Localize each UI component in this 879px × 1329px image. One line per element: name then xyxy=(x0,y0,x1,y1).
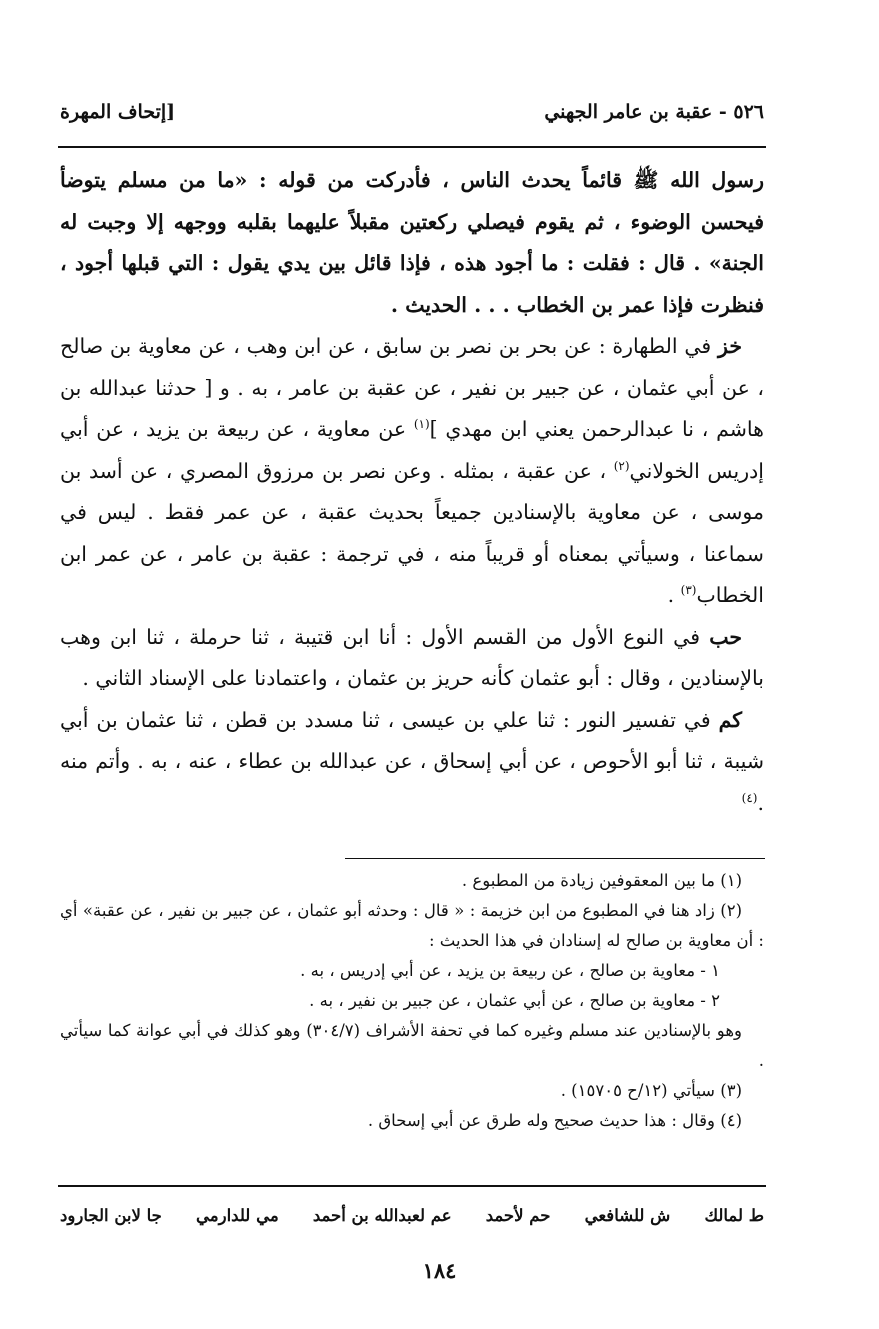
footnote-ref-1[interactable]: (١) xyxy=(413,417,430,432)
abbreviation-item: ش للشافعي xyxy=(584,1205,671,1225)
main-text xyxy=(60,160,764,824)
footnote-ref-3[interactable]: (٣) xyxy=(680,583,697,598)
paragraph-khuzaymah xyxy=(60,326,764,617)
source-code-khz: خز xyxy=(718,334,742,358)
page-number: ١٨٤ xyxy=(422,1258,457,1283)
paragraph-text: في الطهارة : عن بحر بن نصر بن سابق ، عن ابن وهب ، عن معاوية بن صالح ، عن أبي عثمان ، عن جبير بن نفير ، عن عقبة بن عامر ، به . و [ حدثنا عبدالله بن هاشم ، نا عبدالرحمن يعني ابن مهدي ] xyxy=(60,334,764,441)
footnote-4: (٤) وقال : هذا حديث صحيح وله طرق عن أبي إسحاق . xyxy=(367,1111,742,1130)
paragraph-ibn-hibban xyxy=(60,617,764,700)
paragraph-hakim xyxy=(60,700,764,825)
footnote-2-item-2: ٢ - معاوية بن صالح ، عن أبي عثمان ، عن جبير بن نفير ، به . xyxy=(309,991,720,1010)
paragraph-text: . xyxy=(667,583,681,607)
footnote-1: (١) ما بين المعقوفين زيادة من المطبوع . xyxy=(461,871,742,890)
footnote-ref-2[interactable]: (٢) xyxy=(613,458,630,473)
abbreviation-item: عم لعبدالله بن أحمد xyxy=(312,1205,452,1225)
footnote-separator xyxy=(345,858,765,859)
book-title: [إتحاف المهرة xyxy=(60,101,176,123)
footnotes xyxy=(60,866,764,1136)
footnote-2: (٢) زاد هنا في المطبوع من ابن خزيمة : « قال : وحدثه أبو عثمان ، عن جبير بن نفير ، عن عقبة» أي : أن معاوية بن صالح له إسنادان في هذا الحديث : xyxy=(60,901,764,950)
abbreviation-item: ط لمالك xyxy=(704,1205,764,1225)
running-header xyxy=(60,92,764,132)
abbreviation-item: مي للدارمي xyxy=(196,1205,279,1225)
source-code-km: كم xyxy=(718,707,742,732)
paragraph-text: في تفسير النور : ثنا علي بن عيسى ، ثنا مسدد بن قطن ، ثنا عثمان بن أبي شيبة ، ثنا أبو الأحوص ، عن أبي إسحاق ، عن عبدالله بن عطاء ، عنه ، به . وأتم منه . xyxy=(60,707,764,815)
paragraph-text: في النوع الأول من القسم الأول : أنا ابن قتيبة ، ثنا حرملة ، ثنا ابن وهب بالإسنادين ، وقال : أبو عثمان كأنه حريز بن عثمان ، واعتمادنا على الإسناد الثاني . xyxy=(60,624,764,690)
paragraph-text: عن معاوية ، عن ربيعة بن يزيد ، عن أبي إدريس الخولاني xyxy=(60,417,764,483)
source-code-hb: حب xyxy=(709,624,742,649)
footnote-ref-4[interactable]: (٤) xyxy=(741,790,758,805)
running-title: ٥٢٦ - عقبة بن عامر الجهني xyxy=(544,101,764,123)
abbreviation-item: جا لابن الجارود xyxy=(60,1205,162,1225)
abbreviations-rule xyxy=(58,1185,766,1187)
footnote-2-continued: وهو بالإسنادين عند مسلم وغيره كما في تحفة الأشراف (٣٠٤/٧) وهو كذلك في أبي عوانة كما سيأتي . xyxy=(60,1021,764,1070)
abbreviation-item: حم لأحمد xyxy=(485,1205,551,1225)
header-rule xyxy=(58,146,766,148)
paragraph-text: ، عن عقبة ، بمثله . وعن نصر بن مرزوق المصري ، عن أسد بن موسى ، عن معاوية بالإسنادين جميعاً بحديث عقبة ، عن عمر فقط . ليس في سماعنا ، وسيأتي بمعناه أو قريباً منه ، في ترجمة : عقبة بن عامر ، عن عمر ابن الخطاب xyxy=(60,458,764,607)
footnote-3: (٣) سيأتي (١٢/ح ١٥٧٠٥) . xyxy=(560,1081,742,1100)
paragraph-hadith-text: رسول الله ﷺ قائماً يحدث الناس ، فأدركت من قوله : «ما من مسلم يتوضأ فيحسن الوضوء ، ثم يقوم فيصلي ركعتين مقبلاً عليهما بقلبه ووجهه إلا وجبت له الجنة» . قال : فقلت : ما أجود هذه ، فإذا قائل بين يدي يقول : التي قبلها أجود ، فنظرت فإذا عمر بن الخطاب . . . الحديث . xyxy=(60,168,764,317)
footnote-2-item-1: ١ - معاوية بن صالح ، عن ربيعة بن يزيد ، عن أبي إدريس ، به . xyxy=(300,961,720,980)
abbreviations-bar xyxy=(60,1195,764,1235)
